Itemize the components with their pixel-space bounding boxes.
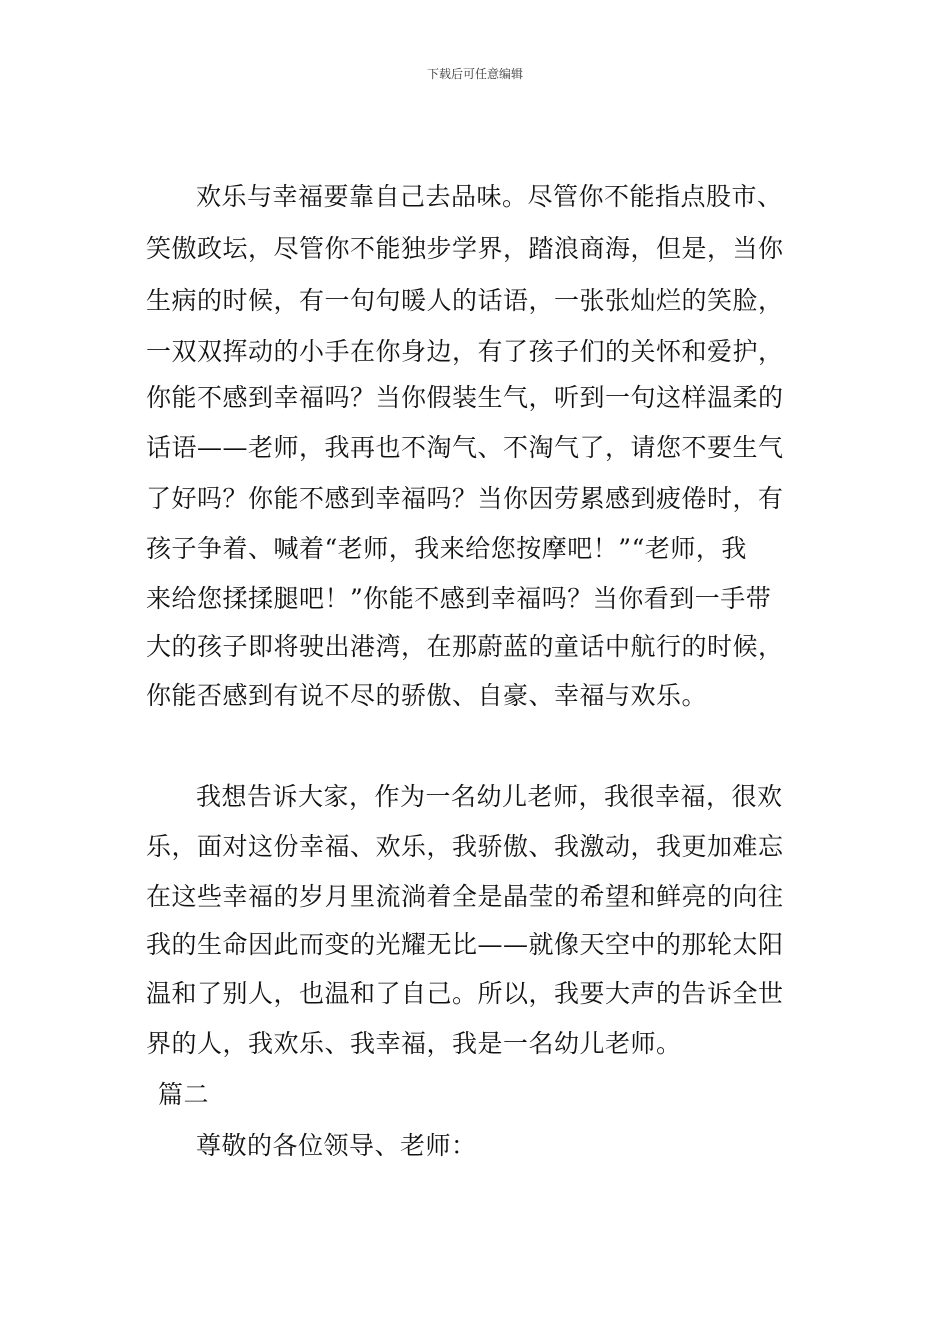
- paragraph-1-line: 话语——老师，我再也不淘气、不淘气了，请您不要生气: [146, 433, 784, 462]
- paragraph-2-line: 乐，面对这份幸福、欢乐，我骄傲、我激动，我更加难忘: [146, 832, 784, 861]
- paragraph-1-line: 欢乐与幸福要靠自己去品味。尽管你不能指点股市、: [196, 182, 783, 211]
- paragraph-1-line: 来给您揉揉腿吧！”你能不感到幸福吗？当你看到一手带: [146, 584, 772, 613]
- paragraph-2-line: 我想告诉大家，作为一名幼儿老师，我很幸福，很欢: [196, 782, 783, 811]
- paragraph-1-line: 你能否感到有说不尽的骄傲、自豪、幸福与欢乐。: [146, 681, 708, 710]
- paragraph-1-line: 笑傲政坛，尽管你不能独步学界，踏浪商海，但是，当你: [146, 234, 784, 263]
- paragraph-2-line: 界的人，我欢乐、我幸福，我是一名幼儿老师。: [146, 1029, 682, 1058]
- salutation: 尊敬的各位领导、老师：: [196, 1131, 477, 1160]
- header-note: 下载后可任意编辑: [426, 67, 523, 81]
- paragraph-1-line: 一双双挥动的小手在你身边，有了孩子们的关怀和爱护，: [146, 337, 784, 366]
- paragraph-1-line: 大的孩子即将驶出港湾，在那蔚蓝的童话中航行的时候，: [146, 632, 784, 661]
- paragraph-2-line: 我的生命因此而变的光耀无比——就像天空中的那轮太阳: [146, 930, 784, 959]
- paragraph-2-line: 温和了别人，也温和了自己。所以，我要大声的告诉全世: [146, 979, 784, 1008]
- paragraph-1-line: 了好吗？你能不感到幸福吗？当你因劳累感到疲倦时，有: [146, 484, 784, 513]
- paragraph-1-line: 生病的时候，有一句句暖人的话语，一张张灿烂的笑脸，: [146, 286, 784, 315]
- section-title: 篇二: [158, 1080, 210, 1109]
- paragraph-1-line: 孩子争着、喊着“老师，我来给您按摩吧！”“老师，我: [146, 534, 747, 563]
- paragraph-2-line: 在这些幸福的岁月里流淌着全是晶莹的希望和鲜亮的向往: [146, 882, 784, 911]
- paragraph-1-line: 你能不感到幸福吗？当你假装生气，听到一句这样温柔的: [146, 383, 784, 412]
